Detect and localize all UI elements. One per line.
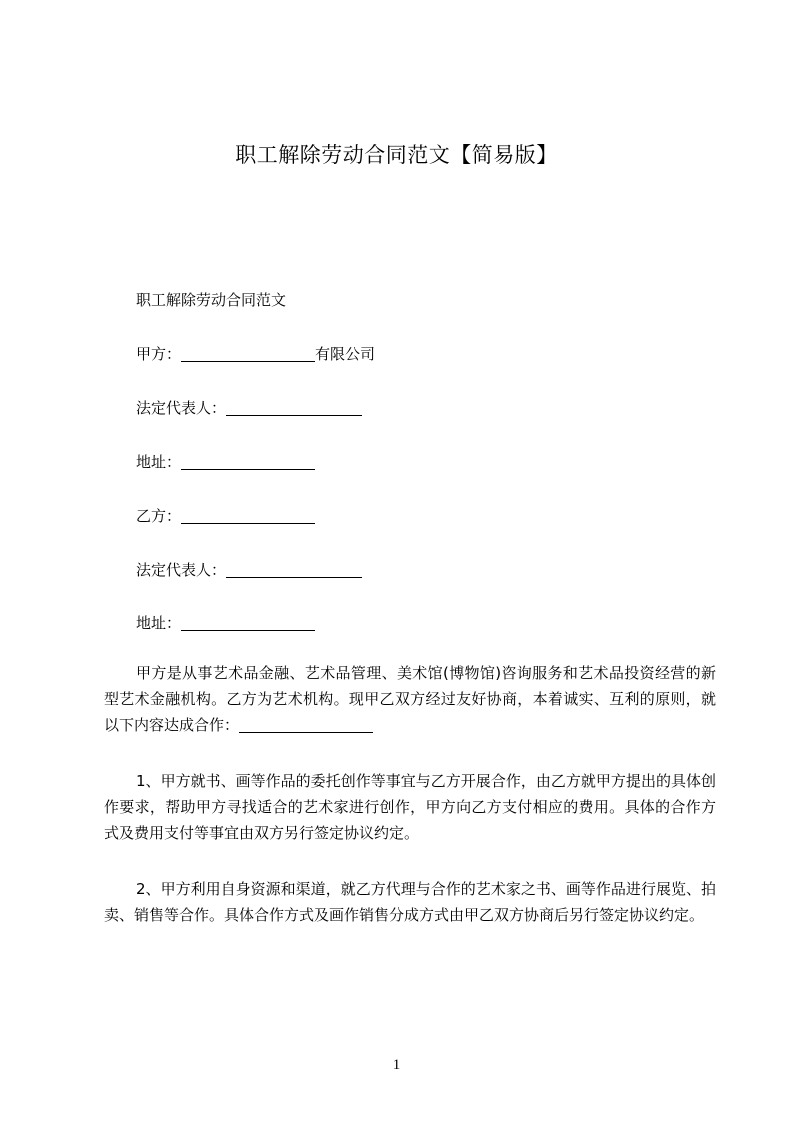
legal-rep-b-label: 法定代表人： <box>136 561 227 579</box>
clause-1: 1、甲方就书、画等作品的委托创作等事宜与乙方开展合作，由乙方就甲方提出的具体创作要求，帮助甲方寻找适合的艺术家进行创作，甲方向乙方支付相应的费用。具体的合作方式及费用支付等事宜由双方另行签定协议约定。 <box>104 772 716 842</box>
address-a-line <box>136 452 315 472</box>
party-a-blank <box>181 345 315 362</box>
party-a-suffix: 有限公司 <box>315 345 376 363</box>
legal-rep-b-blank <box>226 561 362 578</box>
party-b-line <box>136 506 315 526</box>
document-title: 职工解除劳动合同范文【简易版】 <box>235 143 558 167</box>
intro-text: 甲方是从事艺术品金融、艺术品管理、美术馆(博物馆)咨询服务和艺术品投资经营的新型艺术金融机构。乙方为艺术机构。现甲乙双方经过友好协商，本着诚实、互利的原则，就以下内容达成合作： <box>104 664 716 734</box>
legal-rep-a-label: 法定代表人： <box>136 399 227 417</box>
party-b-label: 乙方： <box>136 507 182 525</box>
intro-blank <box>239 716 373 733</box>
address-a-blank <box>181 453 315 470</box>
address-a-label: 地址： <box>136 453 182 471</box>
address-b-line <box>136 613 315 633</box>
legal-rep-b-line <box>136 560 362 580</box>
party-a-label: 甲方： <box>136 345 182 363</box>
address-b-label: 地址： <box>136 614 182 632</box>
legal-rep-a-line <box>136 398 362 418</box>
legal-rep-a-blank <box>226 399 362 416</box>
clause-2: 2、甲方利用自身资源和渠道，就乙方代理与合作的艺术家之书、画等作品进行展览、拍卖、销售等合作。具体合作方式及画作销售分成方式由甲乙双方协商后另行签定协议约定。 <box>104 880 716 924</box>
party-b-blank <box>181 507 315 524</box>
intro-paragraph <box>104 660 716 738</box>
page-number: 1 <box>392 1057 401 1073</box>
subtitle: 职工解除劳动合同范文 <box>136 291 287 309</box>
party-a-line <box>136 344 375 364</box>
address-b-blank <box>181 614 315 631</box>
